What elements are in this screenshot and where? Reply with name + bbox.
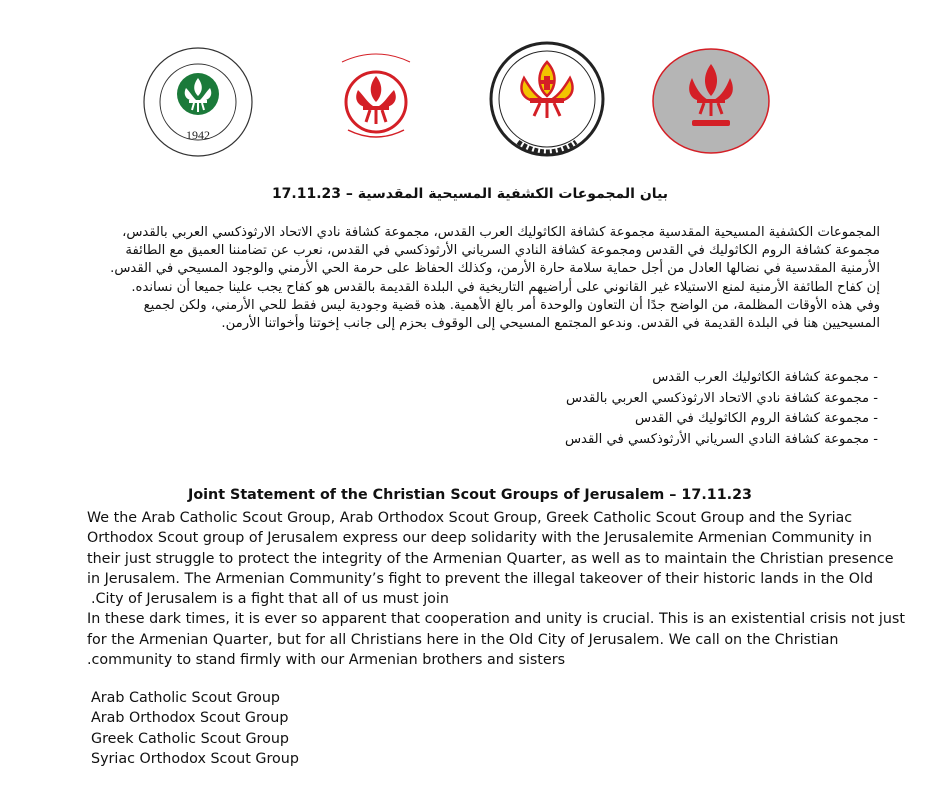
arab-orthodox-scout-logo <box>142 46 254 158</box>
logo-year: 1942 <box>186 128 210 142</box>
english-line: Orthodox Scout group of Jerusalem express our deep solidarity with the Jerusalemite Armenian Community in <box>87 530 872 547</box>
english-line: .community to stand firmly with our Armenian brothers and sisters <box>87 652 566 669</box>
english-line: their just struggle to protect the integrity of the Armenian Quarter, as well as to maintain the Christian presence <box>87 550 894 567</box>
list-item: - مجموعة كشافة الروم الكاثوليك في القدس <box>634 411 878 426</box>
arabic-group-list <box>378 368 878 450</box>
english-line: We the Arab Catholic Scout Group, Arab Orthodox Scout Group, Greek Catholic Scout Group and the Syriac <box>87 510 853 526</box>
arabic-statement-body <box>40 224 880 333</box>
list-item: Syriac Orthodox Scout Group <box>91 750 299 767</box>
english-group-list <box>91 688 491 769</box>
arabic-line: الأرمنية المقدسية في نضالها العادل من أجل حماية سلامة حارة الأرمن، وكذلك الحفاظ على حرمة الحي الأرمني والوجود المسيحي في القدس. <box>110 261 880 277</box>
arabic-statement-title: بيان المجموعات الكشفية المسيحية المقدسية – 17.11.23 <box>271 186 669 202</box>
list-item: Greek Catholic Scout Group <box>91 730 289 747</box>
arabic-line: المسيحيين هنا في البلدة القديمة في القدس. وندعو المجتمع المسيحي إلى الوقوف بحزم إلى جانب إخوتنا وأخواتنا الأرمن. <box>221 316 880 332</box>
fleur-de-lis-icon <box>318 44 434 162</box>
list-item: - مجموعة كشافة النادي السرياني الأرثوذكسي في القدس <box>564 431 878 447</box>
english-statement-body <box>87 508 927 670</box>
list-item: - مجموعة كشافة الكاثوليك العرب القدس <box>652 370 878 385</box>
fleur-de-lis-icon <box>488 40 606 162</box>
fleur-de-lis-icon <box>650 46 772 156</box>
greek-catholic-scout-logo <box>318 44 434 162</box>
english-statement-title: Joint Statement of the Christian Scout Groups of Jerusalem – 17.11.23 <box>188 487 752 503</box>
arab-catholic-scout-logo <box>488 40 606 162</box>
arabic-line: المجموعات الكشفية المسيحية المقدسية مجموعة كشافة الكاثوليك العرب القدس، مجموعة كشافة نادي الاتحاد الارثوذكسي العربي بالقدس، <box>122 225 880 240</box>
list-item: - مجموعة كشافة نادي الاتحاد الارثوذكسي العربي بالقدس <box>566 390 878 406</box>
english-line: .City of Jerusalem is a fight that all of us must join <box>91 591 449 608</box>
english-line: in Jerusalem. The Armenian Community’s fight to prevent the illegal takeover of their historic lands in the Old <box>87 570 874 587</box>
arabic-line: وفي هذه الأوقات المظلمة، من الواضح جدًا أن التعاون والوحدة أمر بالغ الأهمية. هذه قضية وجودية ليس فقط للحي الأرمني، ولكن لجميع <box>143 297 880 313</box>
syriac-orthodox-scout-logo <box>650 46 772 156</box>
list-item: Arab Catholic Scout Group <box>91 690 280 706</box>
list-item: Arab Orthodox Scout Group <box>91 710 289 727</box>
english-line: for the Armenian Quarter, but for all Christians here in the Old City of Jerusalem. We call on the Christian <box>87 631 839 648</box>
arabic-line: مجموعة كشافة الروم الكاثوليك في القدس ومجموعة كشافة النادي السرياني الأرثوذكسي في القدس، نعرب عن تضامننا العميق مع الطائفة <box>125 243 880 259</box>
english-line: In these dark times, it is ever so apparent that cooperation and unity is crucial. This is an existential crisis not just <box>87 611 905 628</box>
arabic-line: إن كفاح الطائفة الأرمنية لمنع الاستيلاء غير القانوني على أراضيهم التاريخية في البلدة القديمة بالقدس هو كفاح يجب علينا جميعا أن نسانده. <box>131 279 880 295</box>
